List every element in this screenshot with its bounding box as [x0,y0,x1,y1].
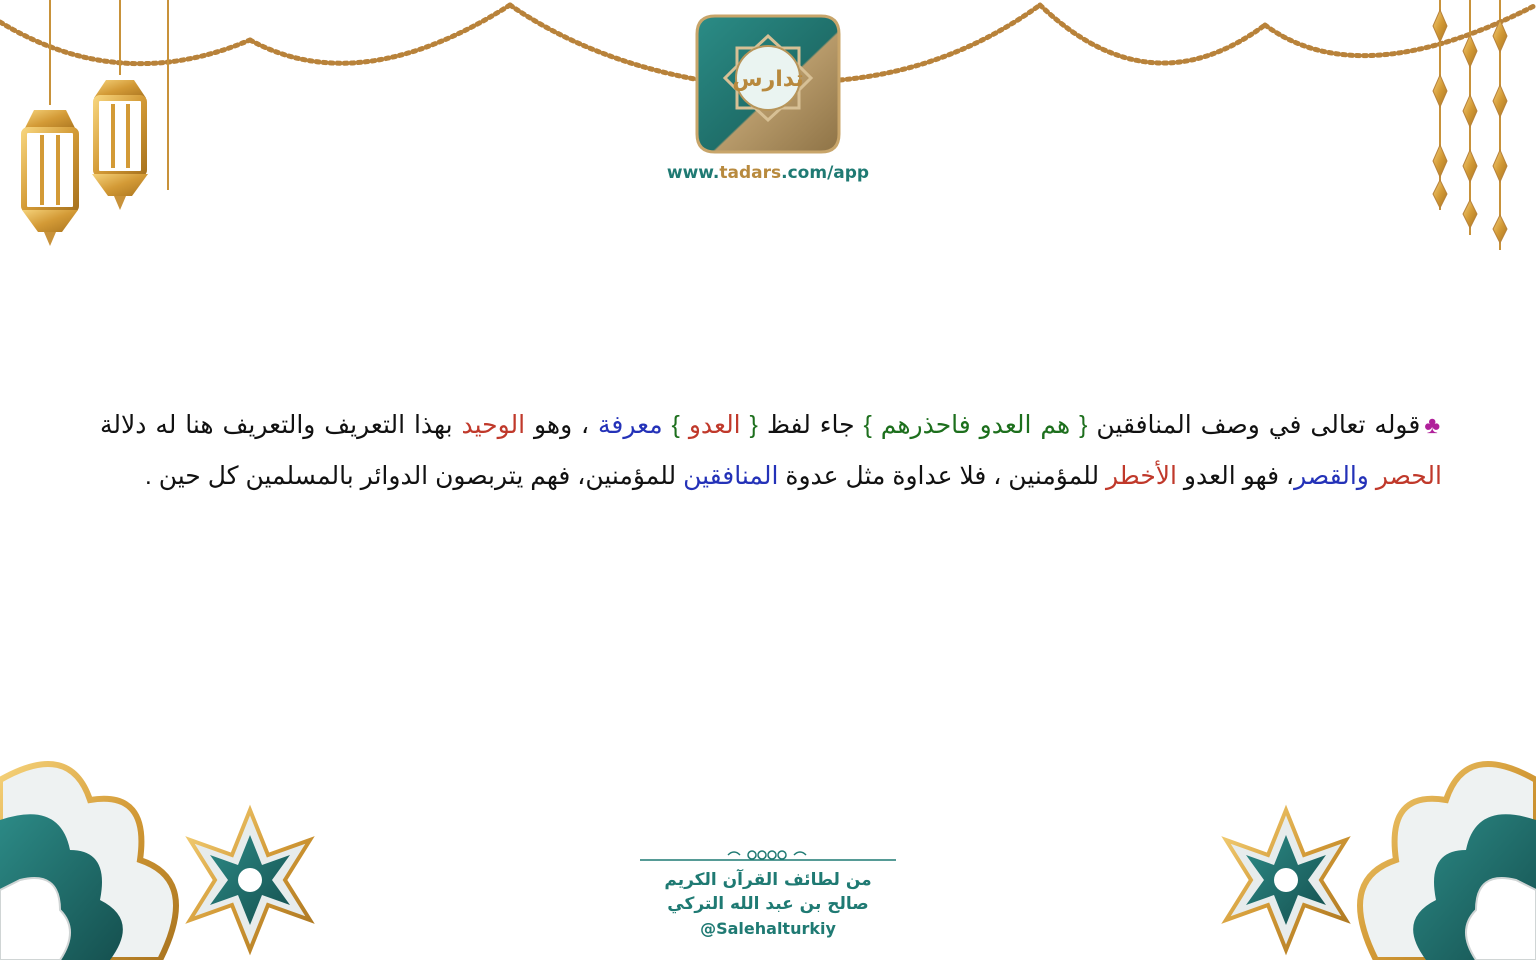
app-url[interactable]: www.tadars.com/app [666,163,870,183]
highlight-wahid: الوحيد [461,411,526,439]
highlight-qasr: والقصر [1294,462,1376,490]
lantern-icon [92,0,148,210]
quran-quote: { هم العدو فاحذرهم } [863,411,1088,439]
highlight-akhtar: الأخطر [1106,462,1177,490]
footer-line-1: من لطائف القرآن الكريم [664,870,872,890]
footer-divider-ornament [640,846,896,868]
footer-author: صالح بن عبد الله التركي [667,894,869,914]
hanging-ornament-icon [1433,0,1507,250]
crescent-moon-icon [168,0,214,259]
club-bullet-icon: ♣ [1424,412,1443,439]
highlight-aduw: العدو [679,411,750,439]
logo-text: تدارس [732,67,804,92]
app-logo [695,14,841,154]
twitter-handle[interactable]: @Salehalturkiy [700,919,836,938]
floral-ornament-left-icon [0,764,310,960]
highlight-munafiqin: المنافقين [683,462,779,490]
floral-ornament-right-icon [1226,764,1536,960]
main-paragraph: ♣قوله تعالى في وصف المنافقين { هم العدو فاحذرهم } جاء لفظ { العدو } معرفة ، وهو الوحيد بهذا التعريف والتعريف هنا له دلالة الحصر والقصر، فهو العدو الأخطر للمؤمنين ، فلا عداوة مثل عدوة المنافقين للمؤمنين، فهم يتربصون الدوائر بالمسلمين كل حين . [100,411,1443,490]
highlight-hasr: الحصر [1375,462,1442,490]
signature-block [618,868,918,942]
highlight-marifa: معرفة [598,411,672,439]
